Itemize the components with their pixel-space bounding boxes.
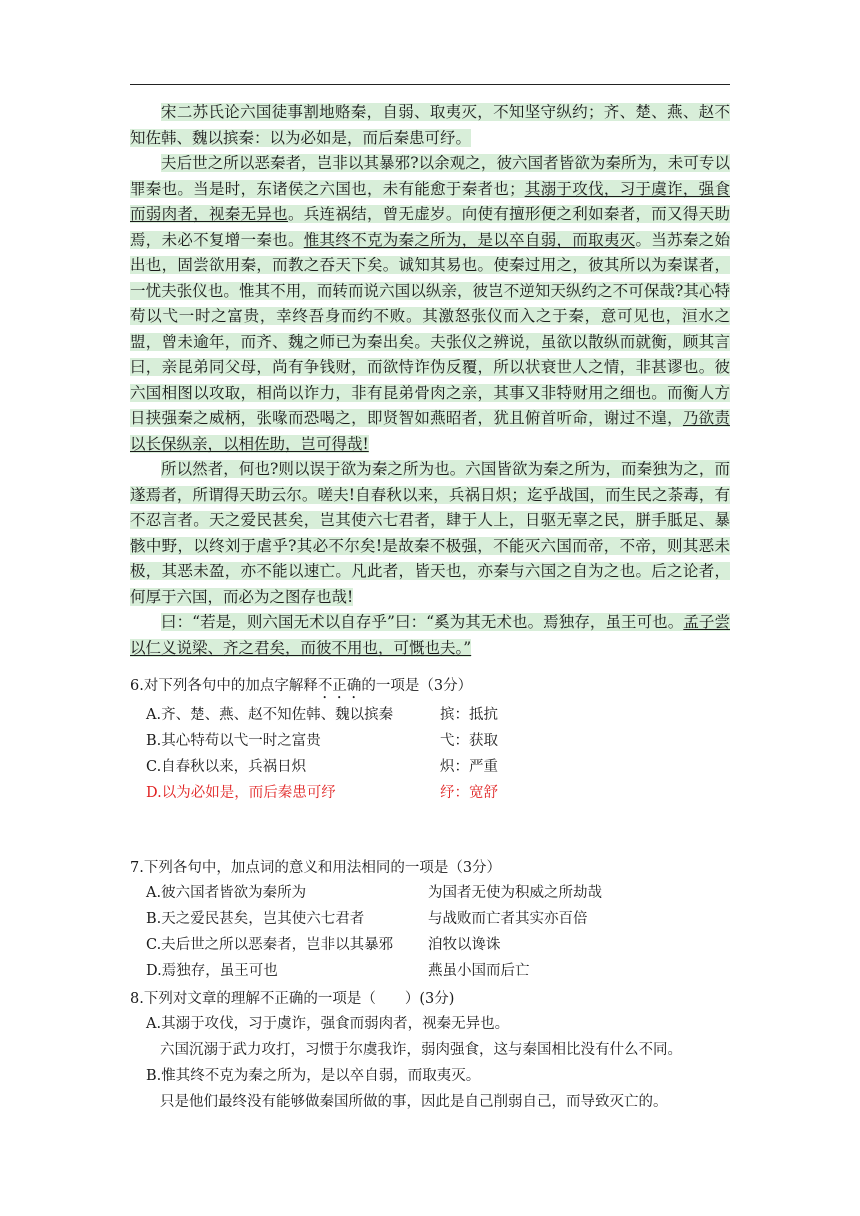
header-rule <box>130 84 730 85</box>
q7-option-b[interactable]: B.天之爱民甚矣，岂其使六七君者 与战败而亡者其实亦百倍 <box>146 911 588 927</box>
question-8-title: 8.下列对文章的理解不正确的一项是（ ）(3分) <box>130 991 455 1007</box>
q7-option-d[interactable]: D.焉独存，虽王可也 燕虽小国而后亡 <box>146 963 530 979</box>
p2-underlined-sentence-2: 惟其终不克为秦之所为，是以卒自弱，而取夷灭 <box>303 230 636 249</box>
p4-text-a: 曰：“若是，则六国无术以自存乎”曰：“奚为其无术也。焉独存，虽王可也。 <box>161 613 684 631</box>
q6-option-c[interactable]: C.自春秋以来，兵祸日炽 炽：严重 <box>146 759 498 775</box>
passage-paragraph-1: 宋二苏氏论六国徒事割地赂秦，自弱、取夷灭，不知坚守纵约；齐、楚、燕、赵不知佐韩、魏以摈秦：以为必如是，而后秦患可纾。 <box>130 103 730 147</box>
p2-text-a: 夫后世之所以恶秦者，岂非以其暴邪?以余观之，彼六国者皆欲为秦所为，未可专以罪秦也。当是时，东诸侯之六国也，未有能愈于秦者也； <box>130 154 730 198</box>
p2-underlined-sentence-1: 其溺于攻伐，习于虞诈，强食而弱肉者，视秦无异也 <box>130 179 730 223</box>
p2-text-e: 。当苏秦之始出也，固尝欲用秦，而教之吞天下矣。诚知其易也。使秦过用之，彼其所以为秦谋者，一忧夫张仪也。惟其不用，而转而说六国以纵亲，彼岂不逆知天纵约之不可保哉?其心特苟以弋一时之富贵，幸终吾身而约不败。其激怒张仪而入之于秦，意可见也，洹水之盟，曾未逾年，而齐、魏之师已为秦出矣。夫张仪之辨说，虽欲以散纵而就衡，顾其言曰，亲昆弟同父母，尚有争钱财，而欲恃诈伪反覆，所以状衰世人之情，非甚谬也。彼六国相图以攻取，相尚以诈力，非有昆弟骨肉之亲，其事又非特财用之细也。而衡人方日挟强秦之威柄，张喙而恐喝之，即贤智如燕昭者，犹且俯首听命，谢过不遑， <box>130 230 730 427</box>
question-7-title: 7.下列各句中，加点词的意义和用法相同的一项是（3分） <box>130 860 502 876</box>
passage-paragraph-3: 所以然者，何也?则以误于欲为秦之所为也。六国皆欲为秦之所为，而秦独为之，而遂焉者，所谓得天助云尔。嗟夫!自春秋以来，兵祸日炽；迄乎战国，而生民之荼毒，有不忍言者。天之爱民甚矣，岂其使六七君者，肆于人上，日驱无辜之民，胼手胝足、暴骸中野，以终刘于虐乎?其必不尔矣!是故秦不极强，不能灭六国而帝，不帝，则其恶未极，其恶未盈，亦不能以速亡。凡此者，皆天也，亦秦与六国之自为之也。后之论者，何厚于六国，而必为之图存也哉! <box>130 460 730 606</box>
question-7 <box>130 856 740 984</box>
question-6 <box>130 674 740 806</box>
q8-option-b[interactable]: B.惟其终不克为秦之所为，是以卒自弱，而取夷灭。 <box>146 1068 481 1084</box>
q8-option-a[interactable]: A.其溺于攻伐，习于虞诈，强食而弱肉者，视秦无异也。 <box>146 1016 510 1032</box>
q8-option-a-explanation: 六国沉溺于武力攻打，习惯于尔虞我诈，弱肉强食，这与秦国相比没有什么不同。 <box>160 1042 682 1058</box>
p2-text-c: 。兵连祸结，曾无虚岁。向使有擅形便之利如秦者，而又得天助焉，未必不复增一秦也。 <box>130 205 730 249</box>
q6-option-b[interactable]: B.其心特苟以弋一时之富贵 弋：获取 <box>146 733 498 749</box>
emphasis-dots-text: 不正确 <box>317 678 362 694</box>
passage-paragraph-4 <box>130 610 730 661</box>
passage <box>130 100 730 661</box>
question-6-title: 6.对下列各句中的加点字解释不正确的一项是（3分） <box>130 678 473 694</box>
q7-option-c[interactable]: C.夫后世之所以恶秦者，岂非以其暴邪 洎牧以谗诛 <box>146 937 501 953</box>
q6-option-a[interactable]: A.齐、楚、燕、赵不知佐韩、魏以摈秦 摈：抵抗 <box>146 707 498 723</box>
q7-option-a[interactable]: A.彼六国者皆欲为秦所为 为国者无使为积威之所劫哉 <box>146 885 602 901</box>
p4-underlined-sentence: 孟子尝以仁义说梁、齐之君矣，而彼不用也，可慨也夫。” <box>130 613 730 657</box>
q6-option-d-answer[interactable]: D.以为必如是，而后秦患可纾 纾：宽舒 <box>146 785 498 801</box>
p2-underlined-sentence-3: 乃欲责以长保纵亲，以相佐助，岂可得哉! <box>130 409 730 453</box>
q8-option-b-explanation: 只是他们最终没有能够做秦国所做的事，因此是自己削弱自己，而导致灭亡的。 <box>160 1094 668 1110</box>
question-8 <box>130 987 740 1115</box>
passage-paragraph-2 <box>130 151 730 457</box>
